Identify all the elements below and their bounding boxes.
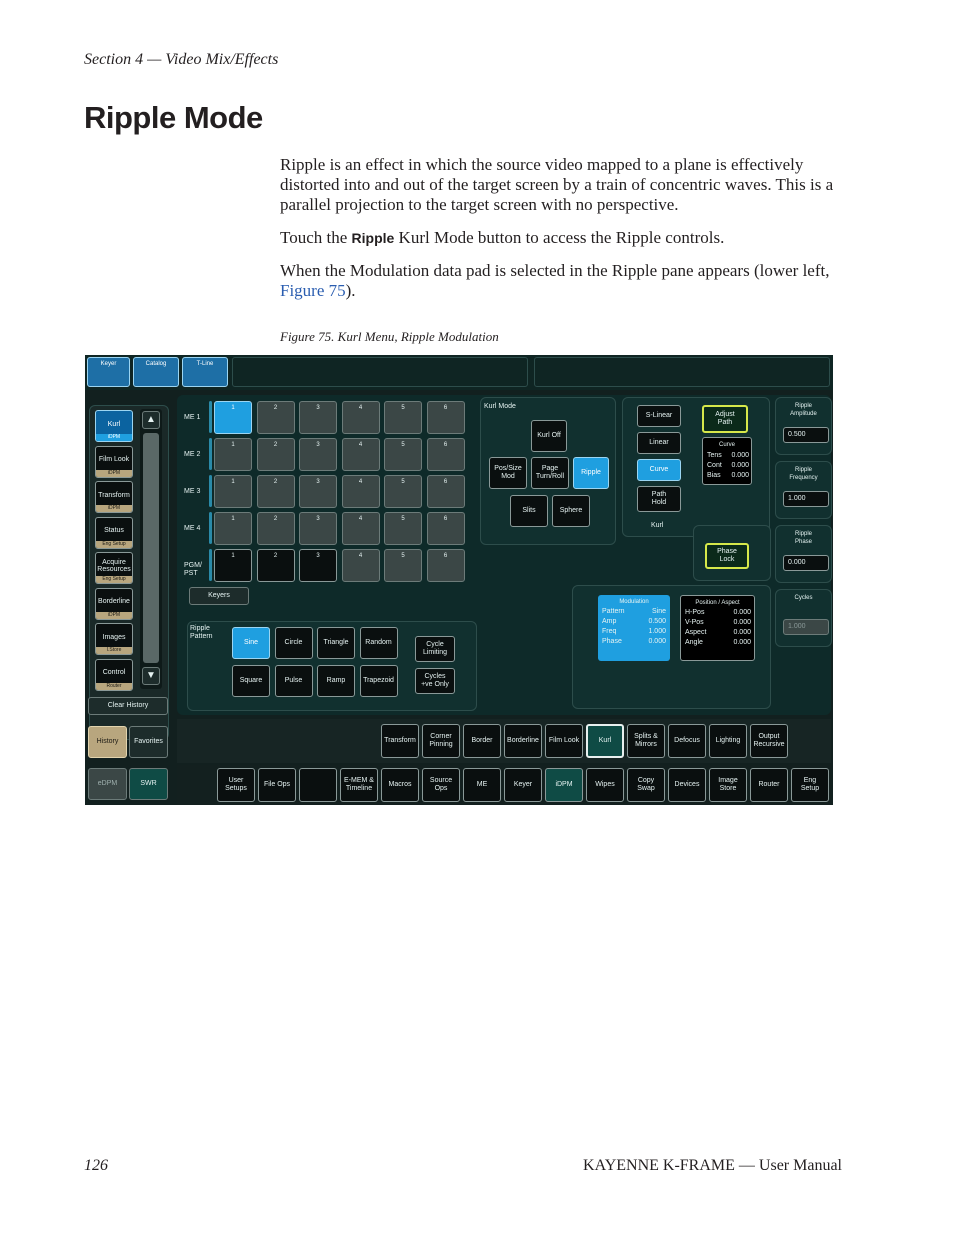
kurl-menu-screenshot (85, 355, 833, 805)
keyer-number: 2 (273, 479, 278, 485)
position-param-label: Angle (685, 639, 703, 646)
keyer-button[interactable] (384, 512, 422, 545)
instruction-paragraph (280, 228, 842, 248)
menu-button[interactable]: Borderline (504, 724, 542, 758)
keyer-button[interactable] (257, 475, 295, 508)
sphere-button[interactable]: Sphere (552, 495, 590, 527)
keyers-tab[interactable]: Keyers (189, 587, 249, 605)
keyer-button[interactable] (214, 549, 252, 582)
ripple-command: Ripple (351, 230, 395, 246)
param-value-pad[interactable]: 1.000 (783, 491, 829, 507)
keyer-button[interactable] (299, 401, 337, 434)
keyer-number: 5 (401, 516, 405, 522)
sidebar-item[interactable] (95, 410, 133, 442)
modulation-param-value: Sine (651, 608, 666, 615)
text: When the Modulation data pad is selected in the Ripple pane appears (lower left, (280, 261, 830, 280)
pattern-button-circle[interactable]: Circle (275, 627, 313, 659)
menu-button[interactable]: Macros (381, 768, 419, 802)
me-row-bracket (209, 549, 212, 581)
figure-link[interactable]: Figure 75 (280, 281, 346, 300)
curve-pad-title: Curve (718, 442, 735, 448)
param-value-pad[interactable]: 0.000 (783, 555, 829, 571)
keyer-number: 5 (401, 553, 405, 559)
chevron-up-icon: ▲ (146, 414, 156, 425)
text: Touch the (280, 228, 352, 247)
keyer-number: 1 (231, 442, 235, 448)
kurl-path-label: Kurl (651, 522, 664, 529)
s-linear-button[interactable]: S-Linear (637, 405, 681, 427)
pattern-button-square[interactable]: Square (232, 665, 270, 697)
keyer-button[interactable] (214, 438, 252, 471)
ripple-button[interactable]: Ripple (573, 457, 609, 489)
modulation-param-label: Freq (602, 628, 617, 635)
keyer-number: 5 (401, 479, 405, 485)
sidebar-item[interactable] (95, 623, 133, 655)
keyer-button[interactable] (342, 475, 380, 508)
menu-button[interactable]: Copy Swap (627, 768, 665, 802)
position-aspect-data-pad[interactable] (680, 595, 755, 661)
keyer-number: 4 (358, 479, 363, 485)
sidebar-item-sub: Eng Setup (96, 541, 132, 548)
path-hold-button[interactable]: Path Hold (637, 486, 681, 512)
menu-button[interactable]: Source Ops (422, 768, 460, 802)
me-row-bracket (209, 512, 212, 544)
curve-button[interactable]: Curve (637, 459, 681, 481)
sidebar-item-sub: iDPM (96, 434, 132, 441)
keyer-number: 1 (231, 479, 235, 485)
keyer-button[interactable] (257, 512, 295, 545)
sidebar-item[interactable] (95, 552, 133, 584)
me-row-label: ME 4 (184, 525, 201, 532)
scrollbar-thumb[interactable] (143, 433, 159, 663)
me-row-bracket (209, 401, 212, 433)
keyer-button[interactable] (427, 401, 465, 434)
menu-button[interactable]: Film Look (545, 724, 583, 758)
param-label: Ripple Phase (794, 531, 812, 545)
page-turn-roll-button[interactable]: Page Turn/Roll (531, 457, 569, 489)
menu-button[interactable]: Router (750, 768, 788, 802)
keyer-button[interactable] (257, 438, 295, 471)
sidebar-item[interactable] (95, 481, 133, 513)
keyer-button[interactable] (427, 512, 465, 545)
phase-lock-button[interactable]: Phase Lock (705, 543, 749, 569)
keyer-number: 3 (316, 516, 320, 522)
pattern-button-ramp[interactable]: Ramp (317, 665, 355, 697)
menu-button[interactable]: Splits & Mirrors (627, 724, 665, 758)
sidebar-item-label: Acquire Resources (97, 559, 131, 573)
position-param-value: 0.000 (733, 609, 751, 616)
scroll-down-button[interactable] (142, 667, 160, 685)
modulation-param-label: Phase (602, 638, 622, 645)
keyer-number: 4 (358, 516, 363, 522)
modulation-paragraph (280, 261, 842, 301)
modulation-param-label: Amp (602, 618, 617, 625)
keyer-number: 5 (401, 442, 405, 448)
top-blank-panel (232, 357, 528, 387)
keyer-button[interactable] (384, 438, 422, 471)
keyer-number: 6 (443, 442, 448, 448)
sidebar-item-sub: iDPM (96, 470, 132, 477)
manual-title: KAYENNE K-FRAME — User Manual (583, 1157, 842, 1174)
modulation-param-value: 0.000 (648, 638, 666, 645)
pattern-button-random[interactable]: Random (360, 627, 398, 659)
sidebar-item-label: Borderline (98, 598, 130, 605)
menu-button[interactable]: Output Recursive (750, 724, 788, 758)
keyer-button[interactable] (299, 475, 337, 508)
modulation-param-value: 0.500 (648, 618, 666, 625)
keyer-number: 1 (231, 553, 235, 559)
menu-button[interactable]: User Setups (217, 768, 255, 802)
me-row-label: ME 2 (184, 451, 201, 458)
keyer-number: 1 (231, 516, 235, 522)
keyer-number: 2 (273, 442, 278, 448)
scroll-up-button[interactable] (142, 411, 160, 429)
keyer-button[interactable] (214, 401, 252, 434)
curve-data-pad[interactable] (702, 437, 752, 485)
sidebar-item-label: Images (102, 633, 126, 641)
keyer-number: 4 (358, 405, 363, 411)
intro-paragraph: Ripple is an effect in which the source video mapped to a plane is effectively distorted into and out of the target screen by a train of concentric waves. This is a parallel projection to the target screen with no perspective. (280, 155, 834, 214)
tab-tline[interactable]: T-Line (182, 357, 228, 387)
keyer-button[interactable] (299, 512, 337, 545)
keyer-number: 2 (273, 516, 278, 522)
menu-button[interactable] (299, 768, 337, 802)
keyer-number: 6 (443, 479, 448, 485)
clear-history-button[interactable]: Clear History (88, 697, 168, 715)
param-label: Ripple Amplitude (790, 403, 817, 417)
param-value-pad[interactable]: 1.000 (783, 619, 829, 635)
me-row-bracket (209, 475, 212, 507)
keyer-number: 6 (443, 405, 448, 411)
position-title: Position / Aspect (695, 600, 740, 606)
menu-button[interactable]: Eng Setup (791, 768, 829, 802)
curve-param-label: Cont (707, 462, 722, 469)
pattern-button-trapezoid[interactable]: Trapezoid (360, 665, 398, 697)
keyer-number: 3 (316, 479, 320, 485)
sidebar-item-label: Film Look (98, 456, 130, 463)
keyer-button[interactable] (342, 438, 380, 471)
sidebar-item[interactable] (95, 446, 133, 478)
history-button[interactable]: History (88, 726, 127, 758)
page-number: 126 (84, 1157, 108, 1174)
slits-button[interactable]: Slits (510, 495, 548, 527)
keyer-number: 2 (273, 405, 278, 411)
modulation-param-value: 1.000 (648, 628, 666, 635)
tab-catalog[interactable]: Catalog (133, 357, 179, 387)
pattern-button-sine[interactable]: Sine (232, 627, 270, 659)
kurl-mode-title: Kurl Mode (484, 403, 516, 410)
keyer-button[interactable] (384, 549, 422, 582)
ripple-pattern-label: Ripple Pattern (190, 625, 213, 640)
keyer-button[interactable] (384, 401, 422, 434)
curve-param-label: Bias (707, 472, 721, 479)
keyer-button[interactable] (342, 401, 380, 434)
menu-button[interactable]: Keyer (504, 768, 542, 802)
param-value-pad[interactable]: 0.500 (783, 427, 829, 443)
me-row-bracket (209, 438, 212, 470)
menu-button[interactable]: Devices (668, 768, 706, 802)
position-param-label: V-Pos (685, 619, 704, 626)
menu-button[interactable]: File Ops (258, 768, 296, 802)
sidebar-item-label: Status (104, 527, 124, 534)
keyer-button[interactable] (342, 549, 380, 582)
cycles-ve-only-button[interactable]: Cycles +ve Only (415, 668, 455, 694)
keyer-button[interactable] (257, 401, 295, 434)
keyer-button[interactable] (299, 549, 337, 582)
curve-param-value: 0.000 (731, 462, 749, 469)
running-header: Section 4 — Video Mix/Effects (84, 51, 279, 68)
keyer-number: 3 (316, 405, 320, 411)
keyer-button[interactable] (427, 438, 465, 471)
menu-button[interactable]: Border (463, 724, 501, 758)
modulation-title: Modulation (619, 599, 649, 605)
keyer-button[interactable] (214, 512, 252, 545)
keyer-number: 6 (443, 553, 448, 559)
keyer-number: 2 (273, 553, 278, 559)
menu-button[interactable]: Transform (381, 724, 419, 758)
chevron-down-icon: ▼ (146, 670, 156, 681)
param-label: Ripple Frequency (789, 467, 818, 481)
menu-button[interactable]: E-MEM & Timeline (340, 768, 378, 802)
keyer-number: 3 (316, 442, 320, 448)
keyer-button[interactable] (214, 475, 252, 508)
figure-caption: Figure 75. Kurl Menu, Ripple Modulation (280, 329, 499, 344)
keyer-number: 5 (401, 405, 405, 411)
menu-button[interactable]: iDPM (545, 768, 583, 802)
curve-param-label: Tens (707, 452, 722, 459)
keyer-button[interactable] (299, 438, 337, 471)
me-row-label: PGM/ PST (184, 562, 202, 577)
sidebar-item-sub: iDPM (96, 612, 132, 619)
position-param-label: Aspect (685, 629, 707, 636)
sidebar-item-sub: Eng Setup (96, 576, 132, 583)
position-param-value: 0.000 (733, 639, 751, 646)
param-label: Cycles (794, 595, 813, 601)
pattern-button-pulse[interactable]: Pulse (275, 665, 313, 697)
linear-button[interactable]: Linear (637, 432, 681, 454)
sidebar-item-sub: Router (96, 683, 132, 690)
pattern-button-triangle[interactable]: Triangle (317, 627, 355, 659)
swr-button[interactable]: SWR (129, 768, 168, 800)
position-param-value: 0.000 (733, 619, 751, 626)
adjust-path-button[interactable]: Adjust Path (702, 405, 748, 433)
menu-button[interactable]: ME (463, 768, 501, 802)
curve-param-value: 0.000 (731, 452, 749, 459)
keyer-button[interactable] (427, 475, 465, 508)
text: ). (345, 281, 356, 300)
kurl-off-button[interactable]: Kurl Off (531, 420, 567, 452)
sidebar-item-label: Control (102, 669, 126, 676)
sidebar-item-label: Transform (98, 491, 130, 499)
page-title: Ripple Mode (84, 100, 263, 135)
keyer-number: 4 (358, 442, 363, 448)
sidebar-item-label: Kurl (107, 420, 121, 428)
menu-button[interactable]: Corner Pinning (422, 724, 460, 758)
keyer-button[interactable] (257, 549, 295, 582)
me-row-label: ME 3 (184, 488, 201, 495)
menu-button[interactable]: Image Store (709, 768, 747, 802)
edpm-button[interactable]: eDPM (88, 768, 127, 800)
position-param-label: H-Pos (685, 609, 705, 616)
keyer-button[interactable] (384, 475, 422, 508)
possize-mod-button[interactable]: Pos/Size Mod (489, 457, 527, 489)
menu-button[interactable]: Defocus (668, 724, 706, 758)
keyer-number: 3 (316, 553, 320, 559)
sidebar-item-sub: I.Store (96, 647, 132, 654)
keyer-button[interactable] (342, 512, 380, 545)
modulation-param-label: Pattern (602, 608, 625, 615)
sidebar-item[interactable] (95, 588, 133, 620)
tab-keyer[interactable]: Keyer (87, 357, 130, 387)
sidebar-item[interactable] (95, 659, 133, 691)
cycle-limiting-button[interactable]: Cycle Limiting (415, 636, 455, 662)
sidebar-item-sub: iDPM (96, 505, 132, 512)
me-row-label: ME 1 (184, 414, 201, 421)
text: Kurl Mode button to access the Ripple controls. (394, 228, 725, 247)
keyer-number: 4 (358, 553, 363, 559)
position-param-value: 0.000 (733, 629, 751, 636)
top-blank-panel (534, 357, 830, 387)
modulation-data-pad[interactable] (598, 595, 670, 661)
favorites-button[interactable]: Favorites (129, 726, 168, 758)
keyer-button[interactable] (427, 549, 465, 582)
sidebar-item[interactable] (95, 517, 133, 549)
keyer-number: 6 (443, 516, 448, 522)
keyer-number: 1 (231, 405, 235, 411)
menu-button[interactable]: Wipes (586, 768, 624, 802)
curve-param-value: 0.000 (731, 472, 749, 479)
menu-button[interactable]: Kurl (586, 724, 624, 758)
menu-button[interactable]: Lighting (709, 724, 747, 758)
